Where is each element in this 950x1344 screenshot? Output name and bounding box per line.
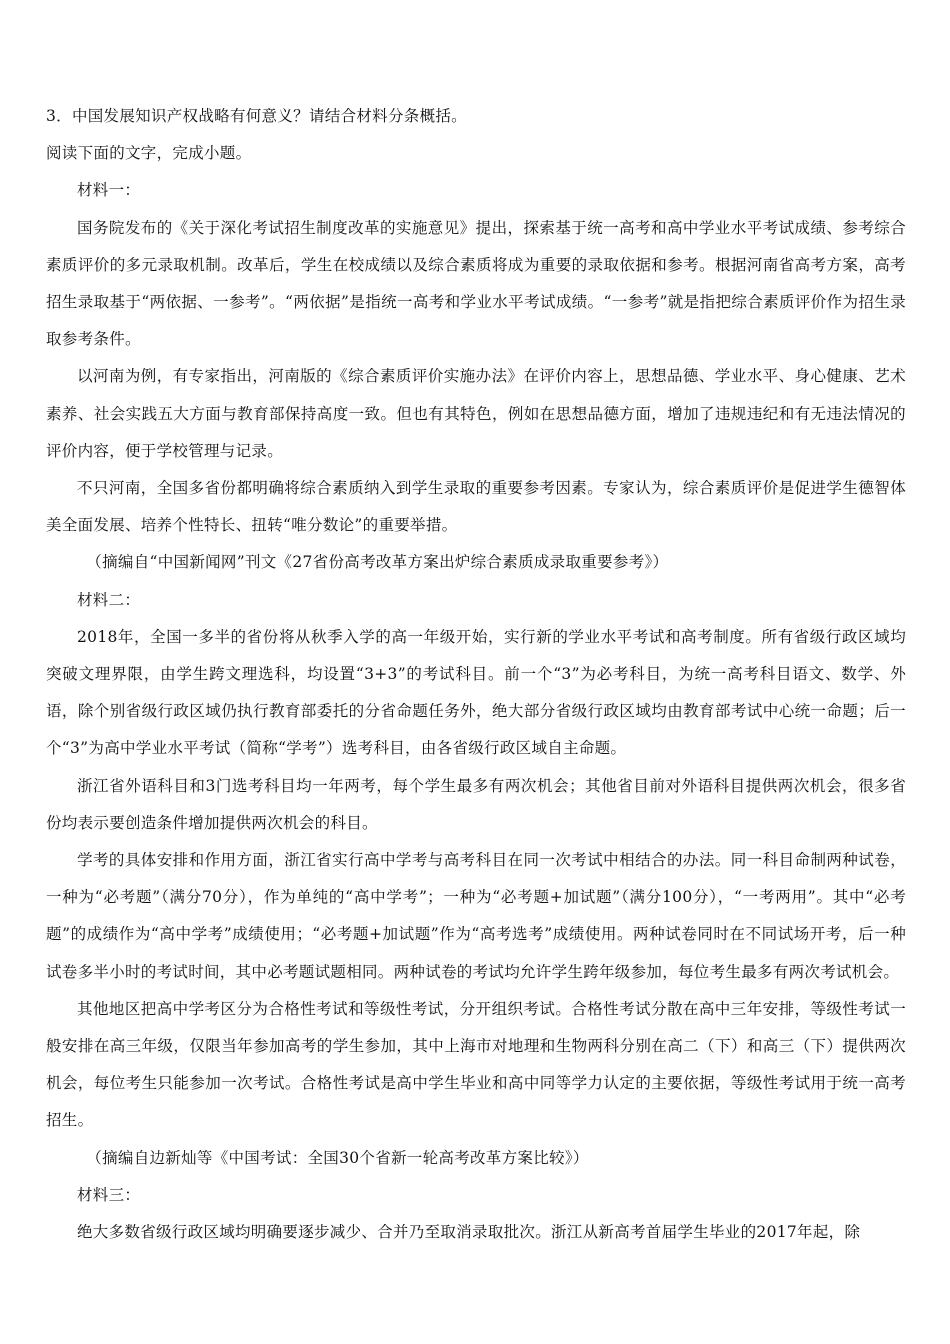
material-two-paragraph: 浙江省外语科目和3门选考科目均一年两考，每个学生最多有两次机会；其他省目前对外语科目提供两次机会，很多省份均表示要创造条件增加提供两次机会的科目。 <box>46 776 906 832</box>
material-three-paragraph: 绝大多数省级行政区域均明确要逐步减少、合并乃至取消录取批次。浙江从新高考首届学生毕业的2017年起，除 <box>77 1223 861 1242</box>
material-one-label: 材料一： <box>77 181 141 200</box>
material-one-paragraph: 以河南为例，有专家指出，河南版的《综合素质评价实施办法》在评价内容上，思想品德、学业水平、身心健康、艺术素养、社会实践五大方面与教育部保持高度一致。但也有其特色，例如在思想品德方面，增加了违规违纪和有无违法情况的评价内容，便于学校管理与记录。 <box>46 367 906 460</box>
document-page <box>46 98 906 1251</box>
material-two-paragraph: 学考的具体安排和作用方面，浙江省实行高中学考与高考科目在同一次考试中相结合的办法。同一科目命制两种试卷，一种为“必考题”（满分70分），作为单纯的“高中学考”；一种为“必考题+加试题”（满分100分），“一考两用”。其中“必考题”的成绩作为“高中学考”成绩使用；“必考题+加试题”作为“高考选考”成绩使用。两种试卷同时在不同试场开考，后一种试卷多半小时的考试时间，其中必考题试题相同。两种试卷的考试均允许学生跨年级参加，每位考生最多有两次考试机会。 <box>46 851 906 981</box>
material-one-paragraph: 不只河南，全国多省份都明确将综合素质纳入到学生录取的重要参考因素。专家认为，综合素质评价是促进学生德智体美全面发展、培养个性特长、扭转“唯分数论”的重要举措。 <box>46 479 906 535</box>
material-two-paragraph: 2018年，全国一多半的省份将从秋季入学的高一年级开始，实行新的学业水平考试和高考制度。所有省级行政区域均突破文理界限，由学生跨文理选科，均设置“3+3”的考试科目。前一个“3”为必考科目，为统一高考科目语文、数学、外语，除个别省级行政区域仍执行教育部委托的分省命题任务外，绝大部分省级行政区域均由教育部考试中心统一命题；后一个“3”为高中学业水平考试（简称“学考”）选考科目，由各省级行政区域自主命题。 <box>46 627 906 758</box>
material-three-label: 材料三： <box>77 1185 141 1204</box>
material-one-source: （摘编自“中国新闻网”刊文《27省份高考改革方案出炉综合素质成录取重要参考》） <box>86 553 669 572</box>
material-two-label: 材料二： <box>77 590 141 609</box>
question-text: 3．中国发展知识产权战略有何意义？请结合材料分条概括。 <box>46 107 467 125</box>
material-two-paragraph: 其他地区把高中学考区分为合格性考试和等级性考试，分开组织考试。合格性考试分散在高中三年安排，等级性考试一般安排在高三年级，仅限当年参加高考的学生参加，其中上海市对地理和生物两科分别在高二（下）和高三（下）提供两次机会，每位考生只能参加一次考试。合格性考试是高中学生毕业和高中同等学力认定的主要依据，等级性考试用于统一高考招生。 <box>46 999 906 1130</box>
material-two-source: （摘编自边新灿等《中国考试：全国30个省新一轮高考改革方案比较》） <box>86 1148 589 1167</box>
reading-instruction: 阅读下面的文字，完成小题。 <box>46 144 252 163</box>
material-one-paragraph: 国务院发布的《关于深化考试招生制度改革的实施意见》提出，探索基于统一高考和高中学业水平考试成绩、参考综合素质评价的多元录取机制。改革后，学生在校成绩以及综合素质将成为重要的录取依据和参考。根据河南省高考方案，高考招生录取基于“两依据、一参考”。“两依据”是指统一高考和学业水平考试成绩。“一参考”就是指把综合素质评价作为招生录取参考条件。 <box>46 218 906 349</box>
